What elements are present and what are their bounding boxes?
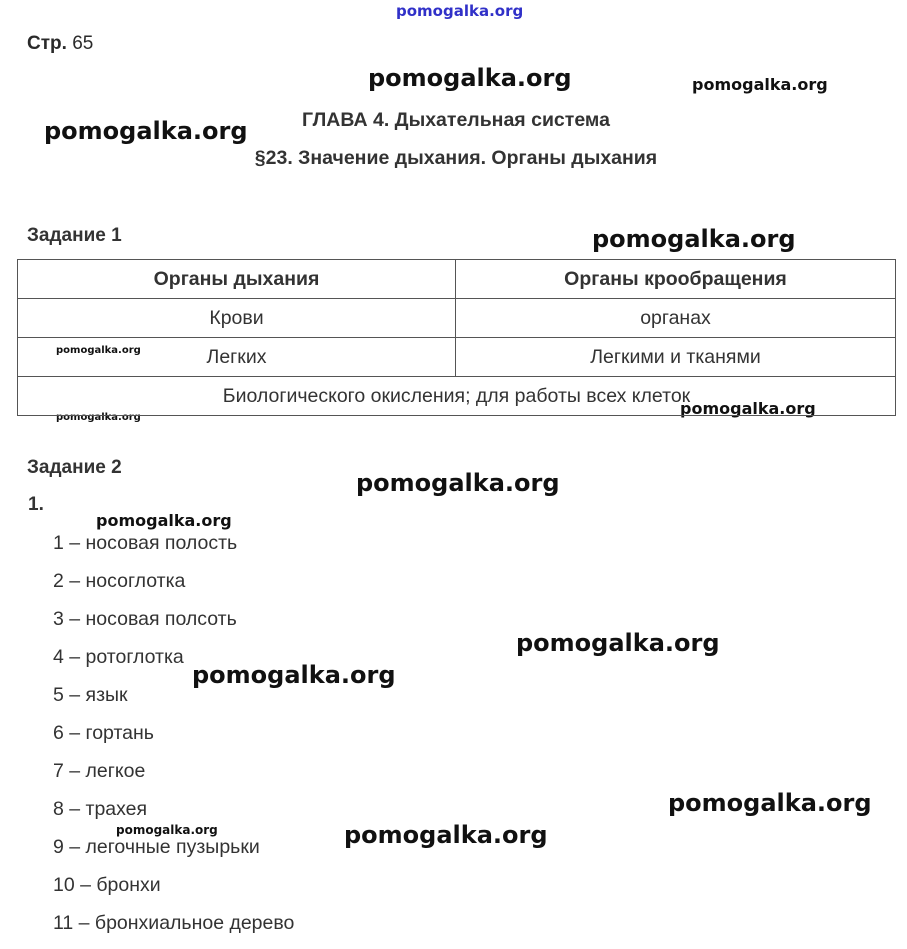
chapter-title: ГЛАВА 4. Дыхательная система	[302, 109, 610, 131]
table-footer-cell: Биологического окисления; для работы всех клеток	[18, 377, 896, 416]
list-item: 3 – носовая полсоть	[53, 608, 237, 630]
list-item: 4 – ротоглотка	[53, 646, 184, 668]
watermark: pomogalka.org	[344, 821, 548, 849]
watermark: pomogalka.org	[396, 2, 524, 20]
table-header-cell: Органы дыхания	[18, 260, 456, 299]
watermark: pomogalka.org	[356, 469, 560, 497]
watermark: pomogalka.org	[668, 789, 872, 817]
table-cell: Крови	[18, 299, 456, 338]
watermark: pomogalka.org	[116, 823, 218, 837]
list-item: 9 – легочные пузырьки	[53, 836, 260, 858]
watermark: pomogalka.org	[192, 661, 396, 689]
table-row	[18, 299, 896, 338]
list-item: 2 – носоглотка	[53, 570, 186, 592]
watermark: pomogalka.org	[692, 75, 828, 94]
table-row	[18, 338, 896, 377]
table-cell: Легкими и тканями	[456, 338, 896, 377]
watermark: pomogalka.org	[56, 345, 141, 356]
section-title: §23. Значение дыхания. Органы дыхания	[254, 147, 658, 169]
watermark: pomogalka.org	[96, 511, 232, 530]
page-label: Стр.	[27, 33, 67, 54]
organs-table	[17, 259, 896, 416]
task2-label: Задание 2	[27, 457, 122, 478]
watermark: pomogalka.org	[516, 629, 720, 657]
list-item: 11 – бронхиальное дерево	[53, 912, 295, 934]
watermark: pomogalka.org	[56, 412, 141, 423]
table-cell: Легких	[18, 338, 456, 377]
list-item: 6 – гортань	[53, 722, 154, 744]
table-row	[18, 377, 896, 416]
watermark: pomogalka.org	[44, 117, 248, 145]
list-item: 8 – трахея	[53, 798, 148, 820]
list-item: 7 – легкое	[53, 760, 146, 782]
watermark: pomogalka.org	[368, 64, 572, 92]
list-item: 5 – язык	[53, 684, 128, 706]
watermark: pomogalka.org	[680, 399, 816, 418]
table-header-cell: Органы крообращения	[456, 260, 896, 299]
task1-label: Задание 1	[27, 225, 122, 246]
list-item: 1 – носовая полость	[53, 532, 238, 554]
page-number-value: 65	[72, 33, 94, 54]
page-number	[27, 33, 93, 55]
task2-sub-label: 1.	[28, 494, 44, 515]
table-header-row	[18, 260, 896, 299]
watermark: pomogalka.org	[592, 225, 796, 253]
list-item: 10 – бронхи	[53, 874, 161, 896]
table-cell: органах	[456, 299, 896, 338]
